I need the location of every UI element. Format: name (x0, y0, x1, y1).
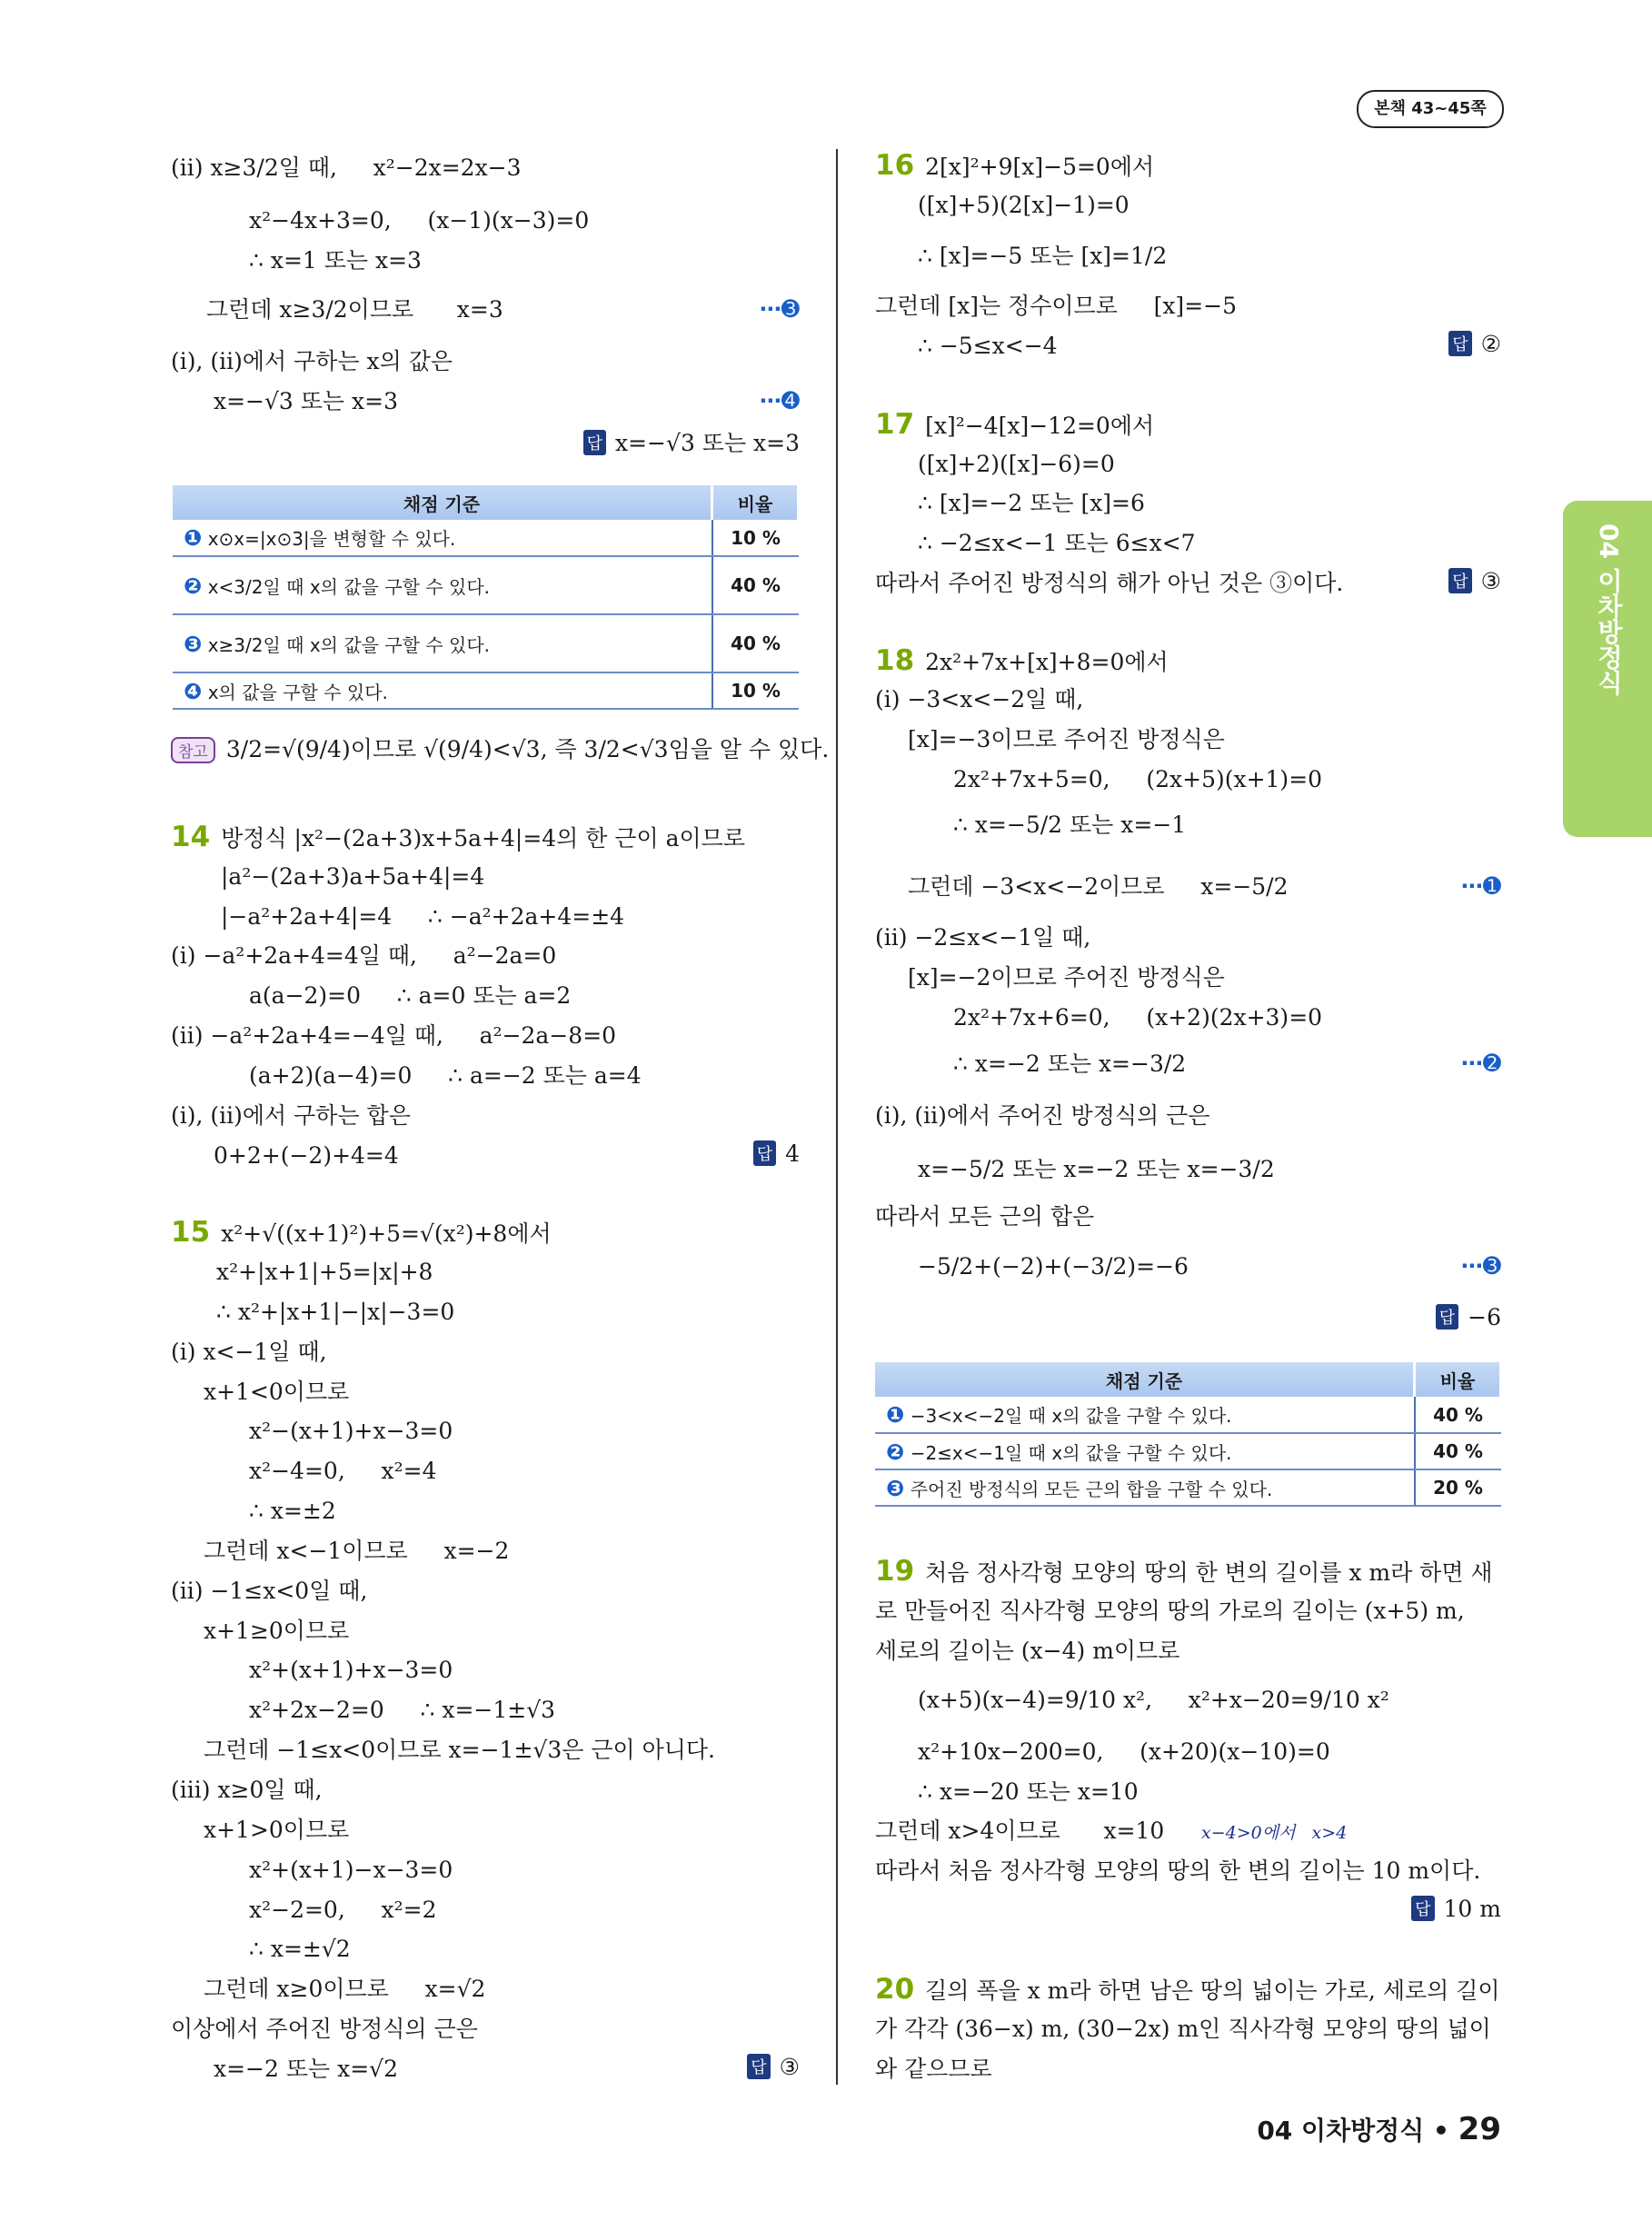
line-text: 그런데 [x]는 정수이므로 [x]=−5 (875, 293, 1237, 319)
line-text: ∴ −2≤x<−1 또는 6≤x<7 (918, 530, 1196, 556)
answer-text: ③ (1480, 568, 1501, 594)
text-line (918, 1737, 1330, 1768)
line-text: x²+10x−200=0, (x+20)(x−10)=0 (918, 1738, 1330, 1765)
text-line (249, 245, 422, 276)
table-row (875, 1433, 1501, 1469)
chapter-side-tab-label: 04 이차방정식 (1594, 523, 1624, 695)
answer-label-icon: 답 (1436, 1304, 1458, 1330)
right-grading-table (875, 1362, 1502, 1507)
text-line (908, 962, 1225, 993)
line-text: −5/2+(−2)+(−3/2)=−6 (918, 1253, 1189, 1280)
line-text: 2x²+7x+6=0, (x+2)(2x+3)=0 (953, 1004, 1323, 1031)
problem-number: 15 (171, 1216, 211, 1249)
page-footer (1257, 2111, 1501, 2147)
answer (753, 1140, 800, 1167)
table-row (173, 672, 799, 709)
line-text: 따라서 주어진 방정식의 해가 아닌 것은 ③이다. (875, 570, 1344, 596)
text-line (171, 1337, 327, 1368)
text-line (918, 331, 1058, 362)
line-text: 따라서 처음 정사각형 모양의 땅의 한 변의 길이는 10 m이다. (875, 1858, 1481, 1884)
text-line (249, 205, 589, 236)
text-line (214, 1140, 399, 1171)
answer-label-icon: 답 (1448, 331, 1471, 356)
text-line (875, 1974, 1500, 2007)
line-text: (ii) −a²+2a+4=−4일 때, a²−2a−8=0 (171, 1022, 617, 1049)
line-text: x+1<0이므로 (204, 1379, 350, 1405)
text-line (953, 1002, 1322, 1033)
line-text: 2[x]²+9[x]−5=0에서 (925, 154, 1155, 180)
step-marker-icon: ⋯➋ (1460, 1051, 1501, 1076)
step-marker-icon: ❶ (184, 525, 203, 551)
ratio-value: 10 % (712, 520, 799, 556)
line-text: x²+(x+1)+x−3=0 (249, 1657, 453, 1683)
text-line (918, 190, 1130, 221)
line-text: ∴ x²+|x+1|−|x|−3=0 (216, 1299, 455, 1325)
step-marker-icon: ❶ (886, 1402, 905, 1428)
answer-text: 10 m (1443, 1896, 1501, 1922)
line-text: x²−2=0, x²=2 (249, 1897, 437, 1923)
text-line (249, 1496, 336, 1527)
text-line (216, 1297, 454, 1328)
line-text: [x]²−4[x]−12=0에서 (925, 413, 1155, 439)
line-text: ∴ x=±√2 (249, 1936, 351, 1962)
line-text: 0+2+(−2)+4=4 (214, 1142, 399, 1169)
table-row (173, 556, 799, 614)
problem-number: 20 (875, 1973, 915, 2006)
line-text: 2x²+7x+5=0, (2x+5)(x+1)=0 (953, 766, 1323, 792)
line-text: (i), (ii)에서 주어진 방정식의 근은 (875, 1102, 1210, 1129)
text-line (171, 1775, 323, 1806)
answer-label-icon: 답 (753, 1140, 776, 1166)
line-text: 그런데 x≥3/2이므로 x=3 (206, 296, 503, 323)
line-text: 방정식 |x²−(2a+3)x+5a+4|=4의 한 근이 a이므로 (221, 825, 745, 852)
answer (583, 425, 800, 458)
table-row (875, 1469, 1501, 1506)
line-text: [x]=−3이므로 주어진 방정식은 (908, 726, 1225, 752)
line-text: ∴ x=1 또는 x=3 (249, 247, 422, 274)
column-divider (836, 149, 838, 2085)
line-text: 그런데 −1≤x<0이므로 x=−1±√3은 근이 아니다. (204, 1737, 715, 1763)
line-text: x²−4x+3=0, (x−1)(x−3)=0 (249, 207, 590, 234)
ratio-value: 40 % (712, 614, 799, 672)
text-line (875, 1101, 1209, 1131)
answer-text: ② (1480, 331, 1501, 357)
reference-note (171, 732, 829, 764)
text-line (204, 1616, 349, 1647)
answer (1436, 1304, 1501, 1330)
line-text: (ii) −2≤x<−1일 때, (875, 924, 1091, 951)
text-line (204, 1974, 485, 2005)
line-text: (a+2)(a−4)=0 ∴ a=−2 또는 a=4 (249, 1062, 642, 1089)
answer-label-icon: 답 (1411, 1896, 1434, 1921)
text-line (918, 1777, 1139, 1808)
line-text: x²+(x+1)−x−3=0 (249, 1857, 453, 1883)
criterion-text: 주어진 방정식의 모든 근의 합을 구할 수 있다. (910, 1478, 1273, 1500)
text-line (875, 2014, 1491, 2045)
line-text: 그런데 −3<x<−2이므로 x=−5/2 (908, 873, 1289, 900)
text-line (204, 1735, 715, 1766)
text-line (875, 1201, 1094, 1232)
table-header: 채점 기준 (875, 1362, 1415, 1397)
text-line (171, 1576, 367, 1607)
line-text: x=−2 또는 x=√2 (214, 2056, 398, 2082)
line-text: |a²−(2a+3)a+5a+4|=4 (221, 863, 485, 890)
text-line (171, 153, 522, 184)
problem-number: 18 (875, 644, 915, 677)
table-row (875, 1397, 1501, 1433)
text-line (875, 568, 1343, 599)
line-text: 로 만들어진 직사각형 모양의 땅의 가로의 길이는 (x+5) m, (875, 1598, 1465, 1624)
step-marker-icon: ⋯➌ (759, 296, 800, 322)
line-text: 이상에서 주어진 방정식의 근은 (171, 2016, 478, 2042)
line-text: ∴ x=−2 또는 x=−3/2 (953, 1051, 1187, 1077)
criterion-text: x⊙x=|x⊙3|을 변형할 수 있다. (207, 528, 456, 550)
answer (1448, 331, 1501, 357)
answer (1411, 1896, 1501, 1922)
text-line (953, 810, 1186, 841)
line-text: ∴ [x]=−2 또는 [x]=6 (918, 490, 1145, 516)
text-line (171, 1021, 616, 1051)
answer-text: ③ (779, 2054, 800, 2080)
text-line (875, 1636, 1179, 1667)
step-marker-icon: ⋯➍ (759, 388, 800, 413)
line-text: (i) x<−1일 때, (171, 1339, 327, 1365)
page-number: 29 (1458, 2111, 1501, 2147)
line-text: x²−(x+1)+x−3=0 (249, 1418, 453, 1444)
criterion-text: x의 값을 구할 수 있다. (207, 681, 388, 703)
step-marker-icon: ❹ (184, 678, 203, 704)
line-text: ∴ −5≤x<−4 (918, 333, 1058, 359)
text-line (875, 1556, 1493, 1589)
answer-text: −6 (1468, 1304, 1501, 1330)
text-line (918, 528, 1196, 559)
line-text: x+1>0이므로 (204, 1817, 350, 1843)
step-marker-icon: ❷ (886, 1439, 905, 1465)
text-line (171, 1101, 411, 1131)
text-line (918, 1251, 1189, 1282)
chapter-side-tab (1563, 501, 1652, 837)
text-line (171, 941, 556, 971)
line-text: ([x]+5)(2[x]−1)=0 (918, 192, 1130, 218)
table-row (173, 614, 799, 672)
text-line (216, 1257, 433, 1288)
ratio-value: 20 % (1415, 1469, 1501, 1506)
line-text: x²+2x−2=0 ∴ x=−1±√3 (249, 1697, 556, 1723)
side-annotation: x−4>0에서 x>4 (1201, 1823, 1348, 1843)
line-text: 그런데 x≥0이므로 x=√2 (204, 1976, 486, 2002)
footer-chapter: 04 이차방정식 • (1257, 2116, 1449, 2146)
criterion-text: x≥3/2일 때 x의 값을 구할 수 있다. (207, 633, 491, 656)
line-text: (i), (ii)에서 구하는 x의 값은 (171, 348, 453, 374)
line-text: ∴ x=−20 또는 x=10 (918, 1778, 1139, 1805)
text-line (875, 1596, 1465, 1627)
criterion-text: −3<x<−2일 때 x의 값을 구할 수 있다. (910, 1405, 1232, 1427)
line-text: 그런데 x<−1이므로 x=−2 (204, 1538, 510, 1564)
answer-label-icon: 답 (747, 2054, 770, 2079)
text-line (953, 764, 1322, 795)
step-marker-icon: ❸ (184, 631, 203, 657)
line-text: 처음 정사각형 모양의 땅의 한 변의 길이를 x m라 하면 새 (925, 1559, 1493, 1586)
criterion-text: −2≤x<−1일 때 x의 값을 구할 수 있다. (910, 1441, 1232, 1464)
text-line (875, 645, 1169, 678)
line-text: ∴ x=±2 (249, 1498, 336, 1524)
text-line (875, 2054, 992, 2085)
problem-number: 14 (171, 821, 211, 853)
line-text: 와 같으므로 (875, 2056, 992, 2082)
step-marker-icon: ⋯➌ (1460, 1253, 1501, 1279)
text-line (875, 409, 1154, 442)
line-text: x²+|x+1|+5=|x|+8 (216, 1259, 433, 1285)
text-line (908, 871, 1289, 902)
left-grading-table (173, 485, 800, 710)
answer (1448, 568, 1501, 594)
step-marker-icon: ⋯➊ (1460, 873, 1501, 899)
table-header: 비율 (1415, 1362, 1501, 1397)
table-row (173, 520, 799, 556)
line-text: (i) −a²+2a+4=4일 때, a²−2a=0 (171, 942, 557, 969)
text-line (875, 1856, 1480, 1887)
problem-number: 17 (875, 408, 915, 441)
text-line (171, 2014, 478, 2045)
line-text: (i) −3<x<−2일 때, (875, 686, 1084, 712)
text-line (214, 2054, 398, 2085)
text-line (918, 449, 1115, 480)
text-line (918, 1154, 1275, 1185)
text-line (204, 1536, 509, 1567)
line-text: ([x]+2)([x]−6)=0 (918, 451, 1115, 477)
line-text: 가 각각 (36−x) m, (30−2x) m인 직사각형 모양의 땅의 넓이 (875, 2016, 1491, 2042)
text-line (171, 346, 453, 377)
line-text: (ii) x≥3/2일 때, x²−2x=2x−3 (171, 154, 522, 181)
line-text: ∴ x=−5/2 또는 x=−1 (953, 812, 1187, 838)
note-tag: 참고 (171, 737, 215, 763)
line-text: x=−5/2 또는 x=−2 또는 x=−3/2 (918, 1156, 1275, 1182)
page-reference-badge: 본책 43~45쪽 (1357, 90, 1504, 128)
line-text: x+1≥0이므로 (204, 1618, 350, 1644)
text-line (908, 724, 1225, 755)
text-line (204, 1815, 349, 1846)
text-line (918, 1685, 1389, 1716)
answer-label-icon: 답 (1448, 568, 1471, 593)
step-marker-icon: ❷ (184, 573, 203, 599)
answer-label-icon: 답 (583, 430, 606, 455)
ratio-value: 40 % (1415, 1397, 1501, 1433)
answer-text: 4 (785, 1140, 800, 1167)
text-line (214, 386, 398, 417)
text-line (249, 1934, 351, 1965)
text-line (249, 1895, 436, 1926)
text-line (206, 294, 503, 325)
answer-text: x=−√3 또는 x=3 (615, 430, 800, 456)
ratio-value: 10 % (712, 672, 799, 709)
line-text: a(a−2)=0 ∴ a=0 또는 a=2 (249, 982, 572, 1009)
text-line (918, 241, 1167, 272)
ratio-value: 40 % (1415, 1433, 1501, 1469)
text-line (249, 1855, 453, 1886)
text-line (249, 1061, 642, 1091)
text-line (171, 1217, 552, 1250)
text-line (249, 1655, 453, 1686)
text-line (875, 291, 1237, 322)
text-line (221, 901, 624, 932)
text-line (249, 1456, 436, 1487)
text-line (918, 488, 1145, 519)
text-line (875, 1816, 1164, 1847)
note-text: 3/2=√(9/4)이므로 √(9/4)<√3, 즉 3/2<√3임을 알 수 있다. (225, 736, 830, 762)
line-text: |−a²+2a+4|=4 ∴ −a²+2a+4=±4 (221, 903, 625, 930)
table-header: 채점 기준 (173, 485, 712, 520)
problem-number: 19 (875, 1555, 915, 1588)
line-text: [x]=−2이므로 주어진 방정식은 (908, 964, 1225, 991)
line-text: (iii) x≥0일 때, (171, 1777, 323, 1803)
text-line (249, 1416, 453, 1447)
text-line (249, 981, 571, 1011)
line-text: (x+5)(x−4)=9/10 x², x²+x−20=9/10 x² (918, 1687, 1389, 1713)
table-header: 비율 (712, 485, 799, 520)
line-text: x=−√3 또는 x=3 (214, 388, 398, 414)
line-text: x²+√((x+1)²)+5=√(x²)+8에서 (221, 1220, 552, 1247)
line-text: (i), (ii)에서 구하는 합은 (171, 1102, 411, 1129)
line-text: ∴ [x]=−5 또는 [x]=1/2 (918, 243, 1168, 269)
answer (747, 2054, 800, 2080)
text-line (875, 684, 1083, 715)
line-text: 그런데 x>4이므로 x=10 (875, 1818, 1165, 1844)
text-line (221, 862, 484, 892)
line-text: x²−4=0, x²=4 (249, 1458, 437, 1484)
line-text: 길의 폭을 x m라 하면 남은 땅의 넓이는 가로, 세로의 길이 (925, 1977, 1500, 2004)
criterion-text: x<3/2일 때 x의 값을 구할 수 있다. (207, 575, 491, 598)
line-text: 세로의 길이는 (x−4) m이므로 (875, 1638, 1180, 1664)
text-line (875, 150, 1154, 183)
line-text: (ii) −1≤x<0일 때, (171, 1578, 368, 1604)
text-line (204, 1377, 349, 1408)
text-line (875, 922, 1090, 953)
line-text: 2x²+7x+[x]+8=0에서 (925, 649, 1169, 675)
text-line (171, 822, 745, 854)
text-line (953, 1049, 1186, 1080)
text-line (249, 1695, 555, 1726)
step-marker-icon: ❸ (886, 1475, 905, 1501)
line-text: 따라서 모든 근의 합은 (875, 1203, 1095, 1230)
ratio-value: 40 % (712, 556, 799, 614)
problem-number: 16 (875, 149, 915, 182)
